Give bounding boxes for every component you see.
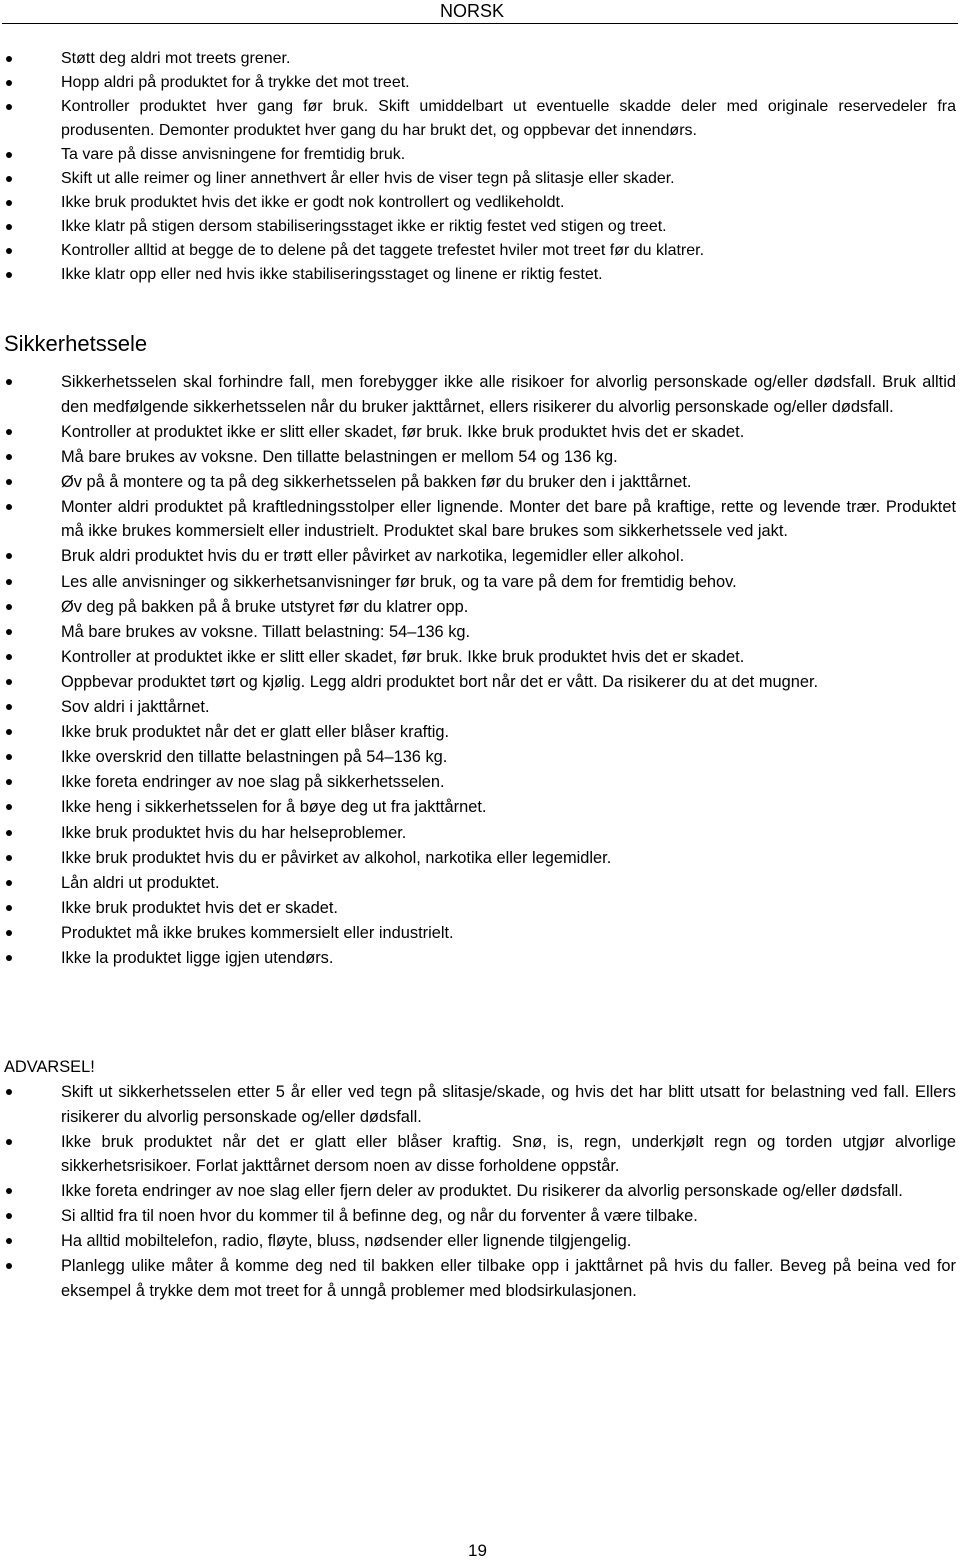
page-number: 19: [468, 1541, 487, 1560]
bullet-icon: [6, 454, 12, 460]
bullet-icon: [6, 880, 12, 886]
bullet-icon: [6, 1213, 12, 1219]
list-item: [0, 445, 956, 470]
list-item-text: Kontroller produktet hver gang før bruk. Skift umiddelbart ut eventuelle skadde deler med originale reservedeler fra produsenten. Demonter produktet hver gang du har brukt det, og oppbevar det innendørs.: [61, 98, 956, 139]
list-item-text: Ikke klatr opp eller ned hvis ikke stabiliseringsstaget og linene er riktig festet.: [61, 266, 603, 283]
list-item-text: Må bare brukes av voksne. Tillatt belastning: 54–136 kg.: [61, 622, 471, 641]
bullet-icon: [6, 479, 12, 485]
list-item: [0, 470, 956, 495]
list-item: [0, 1229, 956, 1254]
list-item: [0, 921, 956, 946]
list-item-text: Ikke bruk produktet hvis du er påvirket av alkohol, narkotika eller legemidler.: [61, 848, 612, 867]
bullet-icon: [6, 1238, 12, 1244]
bullet-icon: [6, 779, 12, 785]
bullet-icon: [6, 629, 12, 635]
list-item: [0, 821, 956, 846]
bullet-icon: [6, 830, 12, 836]
section-heading-advarsel: ADVARSEL!: [4, 1058, 95, 1076]
safety-list-harness: [0, 370, 956, 971]
list-item-text: Sov aldri i jakttårnet.: [61, 698, 210, 717]
bullet-icon: [6, 679, 12, 685]
list-item: [0, 239, 956, 263]
list-item-text: Bruk aldri produktet hvis du er trøtt eller påvirket av narkotika, legemidler eller alkohol.: [61, 547, 685, 566]
list-item: [0, 544, 956, 569]
list-item: [0, 71, 956, 95]
list-item-text: Kontroller at produktet ikke er slitt eller skadet, før bruk. Ikke bruk produktet hvis det er skadet.: [61, 422, 745, 441]
list-item: [0, 770, 956, 795]
list-item-text: Ikke klatr på stigen dersom stabiliseringsstaget ikke er riktig festet ved stigen og treet.: [61, 218, 667, 235]
list-item-text: Produktet må ikke brukes kommersielt eller industrielt.: [61, 923, 454, 942]
bullet-icon: [6, 272, 12, 278]
bullet-icon: [6, 729, 12, 735]
list-item: [0, 570, 956, 595]
list-item-text: Ikke bruk produktet når det er glatt eller blåser kraftig. Snø, is, regn, underkjølt regn og torden utgjør alvorlige sikkerhetsrisikoer. Forlat jakttårnet dersom noen av disse forholdene oppstår.: [61, 1132, 956, 1176]
list-item: [0, 896, 956, 921]
list-item: [0, 263, 956, 287]
list-item: [0, 1254, 956, 1303]
list-item-text: Skift ut sikkerhetsselen etter 5 år eller ved tegn på slitasje/skade, og hvis det har blitt utsatt for belastning ved fall. Ellers risikerer du alvorlig personskade og/eller dødsfall.: [61, 1083, 956, 1126]
warning-list: [0, 1080, 956, 1304]
bullet-icon: [6, 905, 12, 911]
header-language: NORSK: [440, 1, 505, 21]
list-item-text: Støtt deg aldri mot treets grener.: [61, 50, 291, 67]
bullet-icon: [6, 200, 12, 206]
list-item-text: Ikke bruk produktet hvis du har helseproblemer.: [61, 823, 407, 842]
bullet-icon: [6, 855, 12, 861]
header-rule: [2, 23, 958, 24]
list-item: [0, 720, 956, 745]
list-item: [0, 420, 956, 445]
bullet-icon: [6, 754, 12, 760]
list-item-text: Ikke bruk produktet hvis det ikke er godt nok kontrollert og vedlikeholdt.: [61, 194, 565, 211]
bullet-icon: [6, 152, 12, 158]
bullet-icon: [6, 429, 12, 435]
list-item-text: Ikke bruk produktet når det er glatt eller blåser kraftig.: [61, 723, 450, 742]
list-item: [0, 695, 956, 720]
list-item: [0, 215, 956, 239]
list-item-text: Lån aldri ut produktet.: [61, 873, 220, 892]
list-item-text: Ikke bruk produktet hvis det er skadet.: [61, 898, 338, 917]
bullet-icon: [6, 379, 12, 385]
list-item: [0, 47, 956, 71]
bullet-icon: [6, 1139, 12, 1145]
bullet-icon: [6, 704, 12, 710]
list-item-text: Kontroller alltid at begge de to delene på det taggete trefestet hviler mot treet før du klatrer.: [61, 242, 705, 259]
list-item-text: Ikke la produktet ligge igjen utendørs.: [61, 948, 334, 967]
list-item-text: Hopp aldri på produktet for å trykke det mot treet.: [61, 74, 410, 91]
list-item-text: Planlegg ulike måter å komme deg ned til bakken eller tilbake opp i jakttårnet på hvis du faller. Beveg på beina ved for eksempel å trykke dem mot treet for å unngå problemer med blodsirkulasjonen.: [61, 1257, 956, 1300]
list-item-text: Ikke heng i sikkerhetsselen for å bøye deg ut fra jakttårnet.: [61, 798, 487, 817]
list-item-text: Må bare brukes av voksne. Den tillatte belastningen er mellom 54 og 136 kg.: [61, 447, 618, 466]
list-item-text: Ikke foreta endringer av noe slag eller fjern deler av produktet. Du risikerer da alvorlig personskade og/eller dødsfall.: [61, 1182, 903, 1201]
list-item: [0, 1130, 956, 1179]
section-heading-sikkerhetssele: Sikkerhetssele: [4, 331, 148, 356]
bullet-icon: [6, 248, 12, 254]
safety-list-general: [0, 47, 956, 287]
bullet-icon: [6, 654, 12, 660]
list-item: [0, 95, 956, 143]
list-item: [0, 167, 956, 191]
bullet-icon: [6, 104, 12, 110]
list-item-text: Øv på å montere og ta på deg sikkerhetsselen på bakken før du bruker den i jakttårnet.: [61, 472, 692, 491]
bullet-icon: [6, 80, 12, 86]
list-item-text: Ikke foreta endringer av noe slag på sikkerhetsselen.: [61, 773, 445, 792]
list-item-text: Monter aldri produktet på kraftledningsstolper eller lignende. Monter det bare på kraftige, rette og levende trær. Produktet må ikke brukes kommersielt eller industrielt. Produktet skal bare brukes som sikkerhetssele ved jakt.: [61, 497, 956, 541]
list-item: [0, 670, 956, 695]
bullet-icon: [6, 930, 12, 936]
list-item-text: Les alle anvisninger og sikkerhetsanvisninger før bruk, og ta vare på dem for fremtidig behov.: [61, 572, 737, 591]
list-item-text: Ikke overskrid den tillatte belastningen på 54–136 kg.: [61, 748, 448, 767]
bullet-icon: [6, 955, 12, 961]
list-item-text: Ha alltid mobiltelefon, radio, fløyte, bluss, nødsender eller lignende tilgjengelig.: [61, 1232, 632, 1251]
bullet-icon: [6, 604, 12, 610]
list-item: [0, 191, 956, 215]
list-item: [0, 1179, 956, 1204]
list-item: [0, 1204, 956, 1229]
list-item: [0, 745, 956, 770]
list-item-text: Si alltid fra til noen hvor du kommer til å befinne deg, og når du forventer å være tilbake.: [61, 1207, 698, 1226]
list-item-text: Ta vare på disse anvisningene for fremtidig bruk.: [61, 146, 406, 163]
bullet-icon: [6, 804, 12, 810]
bullet-icon: [6, 1263, 12, 1269]
list-item-text: Øv deg på bakken på å bruke utstyret før du klatrer opp.: [61, 597, 469, 616]
list-item: [0, 871, 956, 896]
bullet-icon: [6, 553, 12, 559]
bullet-icon: [6, 224, 12, 230]
list-item: [0, 846, 956, 871]
list-item: [0, 595, 956, 620]
bullet-icon: [6, 579, 12, 585]
list-item: [0, 946, 956, 971]
bullet-icon: [6, 504, 12, 510]
list-item: [0, 370, 956, 419]
list-item-text: Sikkerhetsselen skal forhindre fall, men forebygger ikke alle risikoer for alvorlig personskade og/eller dødsfall. Bruk alltid den medfølgende sikkerhetsselen når du bruker jakttårnet, ellers risikerer du alvorlig personskade og/eller dødsfall.: [61, 373, 956, 416]
list-item: [0, 495, 956, 544]
bullet-icon: [6, 1089, 12, 1095]
bullet-icon: [6, 56, 12, 62]
list-item: [0, 143, 956, 167]
list-item: [0, 1080, 956, 1129]
list-item-text: Kontroller at produktet ikke er slitt eller skadet, før bruk. Ikke bruk produktet hvis det er skadet.: [61, 647, 745, 666]
list-item-text: Skift ut alle reimer og liner annethvert år eller hvis de viser tegn på slitasje eller skader.: [61, 170, 675, 187]
bullet-icon: [6, 176, 12, 182]
list-item: [0, 620, 956, 645]
list-item: [0, 645, 956, 670]
bullet-icon: [6, 1188, 12, 1194]
list-item: [0, 795, 956, 820]
list-item-text: Oppbevar produktet tørt og kjølig. Legg aldri produktet bort når det er vått. Da risikerer du at det mugner.: [61, 672, 819, 691]
